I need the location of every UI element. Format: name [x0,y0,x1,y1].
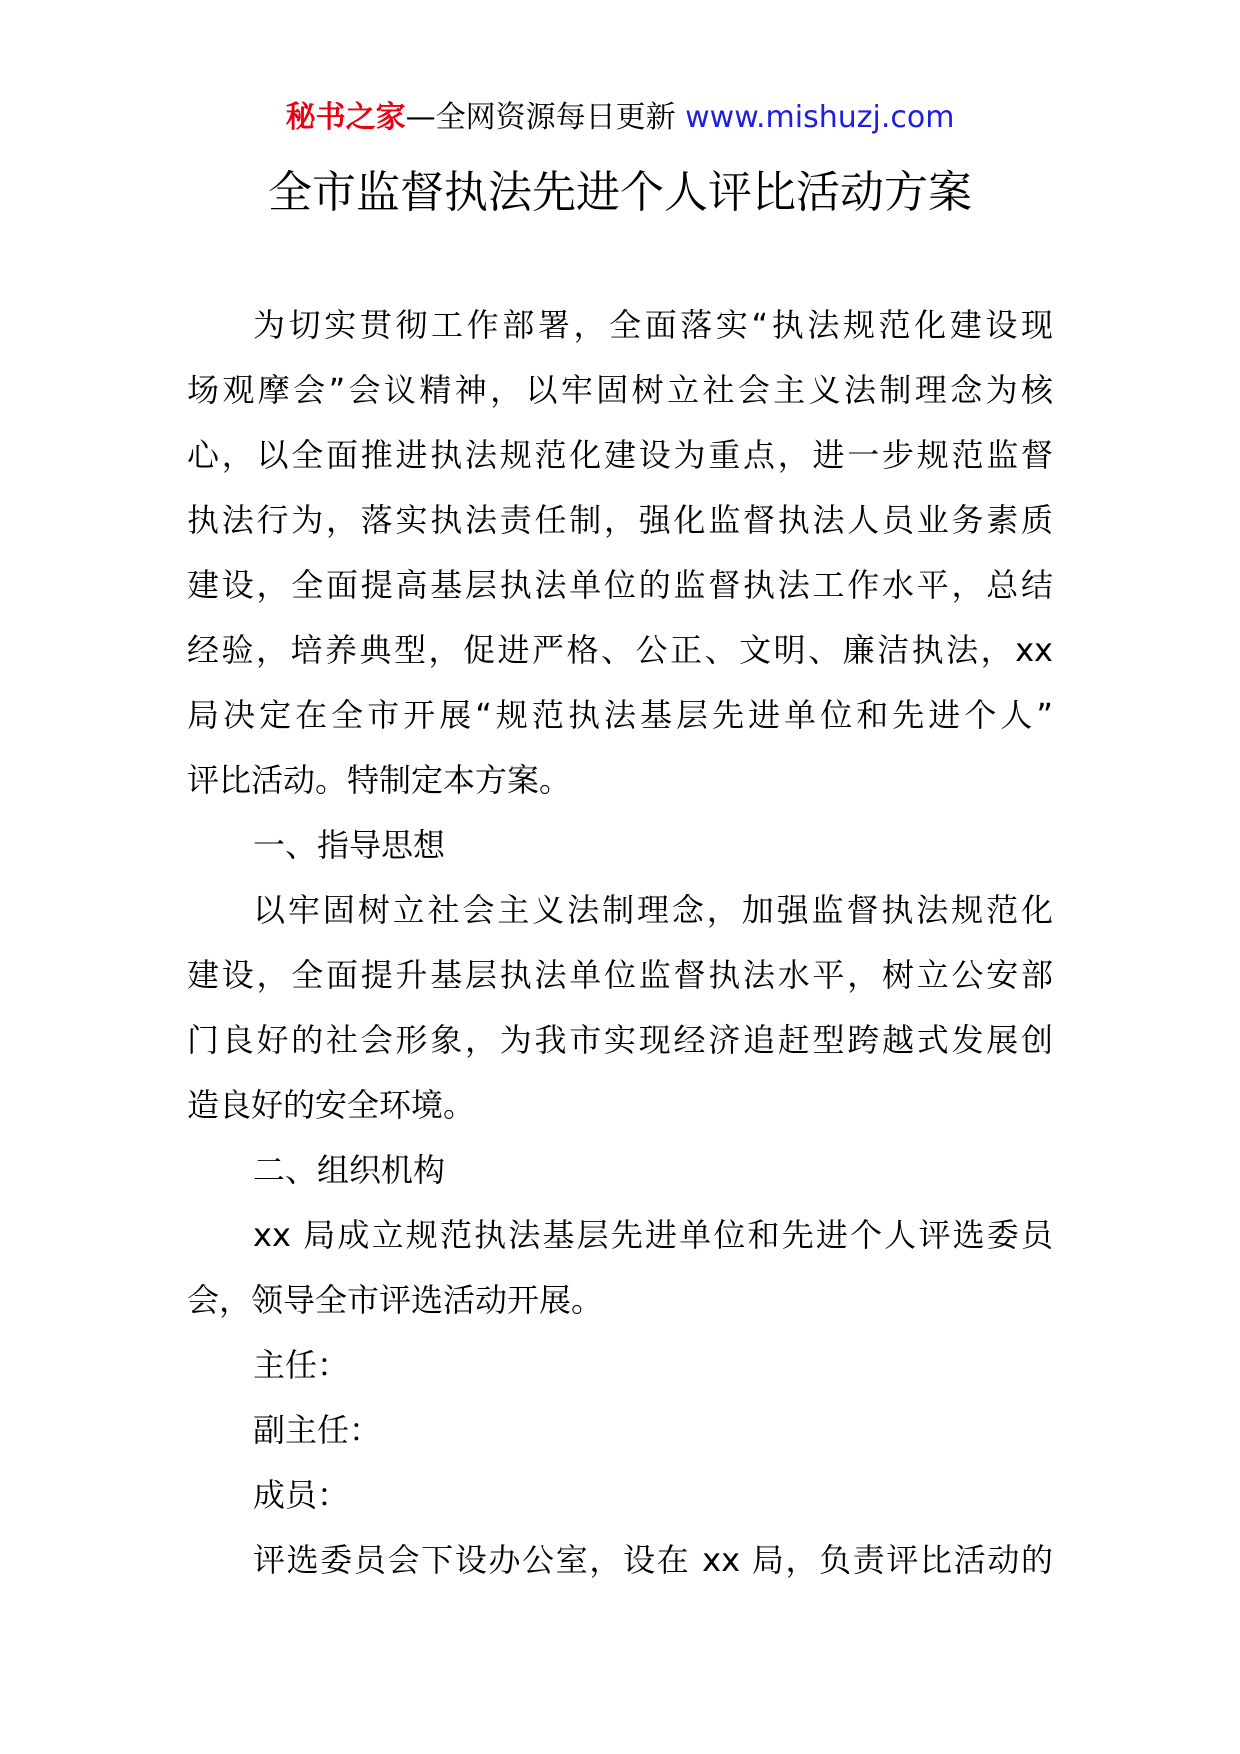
paragraph-line: 评比活动。特制定本方案。 [187,761,572,799]
paragraph-line: 以牢固树立社会主义法制理念，加强监督执法规范化 [253,891,1053,929]
paragraph-line: 局决定在全市开展“规范执法基层先进单位和先进个人” [187,696,1053,734]
section-heading: 一、指导思想 [253,826,446,864]
paragraph-line: 建设，全面提升基层执法单位监督执法水平，树立公安部 [187,956,1053,994]
paragraph-line: 评选委员会下设办公室，设在 xx 局，负责评比活动的 [253,1541,1053,1579]
paragraph-line: 建设，全面提高基层执法单位的监督执法工作水平，总结 [187,566,1053,604]
paragraph-line: 场观摩会”会议精神，以牢固树立社会主义法制理念为核 [187,371,1053,409]
paragraph-line: 造良好的安全环境。 [187,1086,476,1124]
committee-deputy-line: 副主任： [253,1411,382,1449]
paragraph-line: 执法行为，落实执法责任制，强化监督执法人员业务素质 [187,501,1053,539]
paragraph-line: 会，领导全市评选活动开展。 [187,1281,604,1319]
paragraph-line: xx 局成立规范执法基层先进单位和先进个人评选委员 [253,1216,1053,1254]
section-heading: 二、组织机构 [253,1151,446,1189]
document-title: 全市监督执法先进个人评比活动方案 [268,167,972,218]
committee-director-line: 主任： [253,1346,350,1384]
site-url-link[interactable]: www.mishuzj.com [685,100,955,135]
committee-members-line: 成员： [253,1476,350,1514]
paragraph-line: 门良好的社会形象，为我市实现经济追赶型跨越式发展创 [187,1021,1053,1059]
header-slogan: —全网资源每日更新 [405,100,676,135]
site-header [0,98,1240,138]
paragraph-line: 经验，培养典型，促进严格、公正、文明、廉洁执法，xx [187,631,1053,669]
paragraph-line: 为切实贯彻工作部署，全面落实“执法规范化建设现 [253,306,1053,344]
brand-name: 秘书之家 [285,100,406,135]
paragraph-line: 心，以全面推进执法规范化建设为重点，进一步规范监督 [187,436,1053,474]
document-body [187,293,1053,1593]
